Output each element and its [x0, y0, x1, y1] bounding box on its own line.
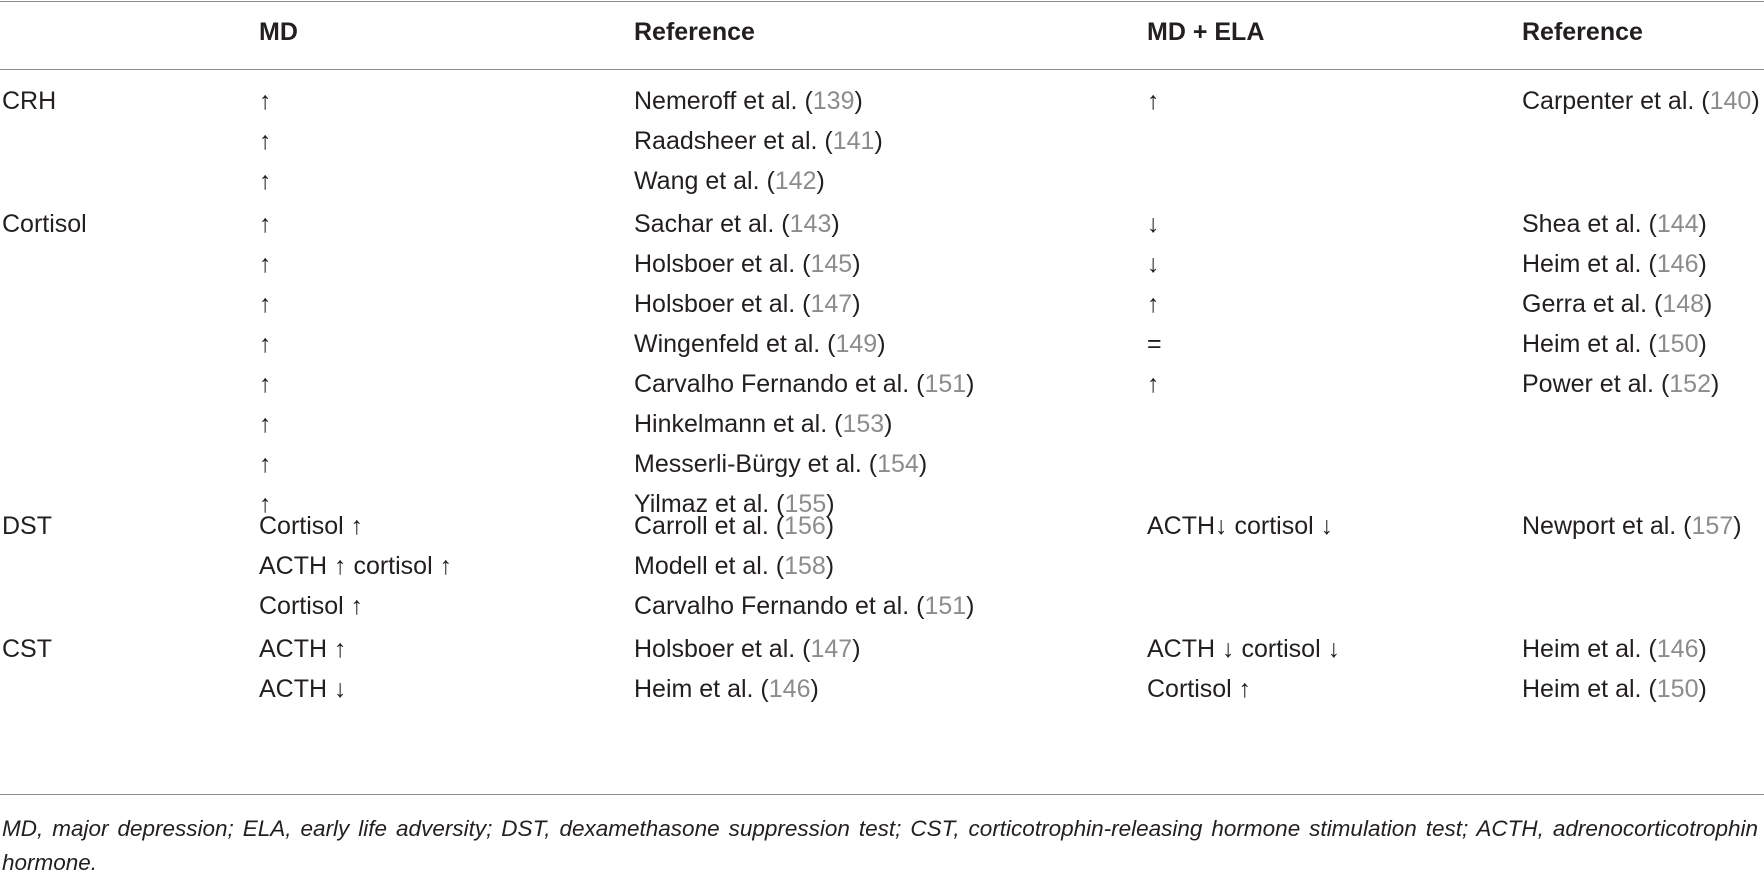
citation-author: Carvalho Fernando et al. ( [634, 592, 925, 620]
md-ela-reference-column [1522, 86, 1760, 126]
citation-close-paren: ) [1698, 635, 1707, 663]
md-cell: ↑ [259, 330, 272, 358]
md-ela-reference [1522, 329, 1719, 369]
md-ela-reference [1522, 674, 1707, 714]
citation-number-link[interactable]: 146 [1656, 635, 1699, 663]
md-ela-cell: ACTH↓ cortisol ↓ [1147, 512, 1334, 540]
citation-author: Hinkelmann et al. ( [634, 410, 843, 438]
md-reference [634, 86, 883, 126]
citation-number-link[interactable]: 150 [1656, 675, 1699, 703]
table-header-rule [0, 69, 1764, 70]
citation-close-paren: ) [1698, 675, 1707, 703]
md-cell-column [259, 634, 347, 714]
md-ela-reference [1522, 511, 1742, 551]
md-ela-cell: ↑ [1147, 87, 1160, 115]
citation-number-link[interactable]: 152 [1669, 370, 1711, 398]
md-ela-cell: ↑ [1147, 290, 1160, 318]
citation-author: Wang et al. ( [634, 167, 775, 195]
header-md: MD [259, 18, 298, 46]
md-reference-column [634, 634, 861, 714]
citation-number-link[interactable]: 141 [832, 127, 875, 155]
md-ela-cell: ↓ [1147, 210, 1160, 238]
md-cell-column [259, 511, 452, 631]
md-ela-cell-column [1147, 86, 1160, 126]
md-reference [634, 369, 974, 409]
citation-author: Messerli-Bürgy et al. ( [634, 450, 878, 478]
citation-author: Nemeroff et al. ( [634, 87, 813, 115]
citation-close-paren: ) [852, 290, 861, 318]
citation-author: Shea et al. ( [1522, 210, 1657, 238]
citation-author: Heim et al. ( [1522, 635, 1657, 663]
citation-number-link[interactable]: 143 [789, 210, 832, 238]
citation-author: Modell et al. ( [634, 552, 785, 580]
citation-close-paren: ) [1698, 210, 1707, 238]
md-reference [634, 551, 974, 591]
md-ela-reference [1522, 634, 1707, 674]
md-reference [634, 209, 974, 249]
table-bottom-rule [0, 794, 1764, 795]
citation-author: Yilmaz et al. ( [634, 490, 785, 518]
md-reference [634, 511, 974, 551]
citation-author: Sachar et al. ( [634, 210, 790, 238]
citation-close-paren: ) [1733, 512, 1742, 540]
md-reference [634, 409, 974, 449]
citation-close-paren: ) [825, 552, 835, 580]
citation-number-link[interactable]: 157 [1691, 512, 1734, 540]
row-group-label: CST [2, 635, 52, 663]
citation-author: Heim et al. ( [1522, 250, 1657, 278]
citation-author: Gerra et al. ( [1522, 290, 1663, 318]
md-cell: ↑ [259, 210, 272, 238]
citation-number-link[interactable]: 147 [810, 635, 853, 663]
md-cell: Cortisol ↑ [259, 592, 364, 620]
md-ela-cell-column [1147, 634, 1340, 714]
md-cell: ACTH ↓ [259, 675, 347, 703]
citation-close-paren: ) [966, 592, 975, 620]
md-ela-reference-column [1522, 634, 1707, 714]
header-md-reference: Reference [634, 18, 755, 46]
md-cell: ACTH ↑ [259, 635, 347, 663]
citation-number-link[interactable]: 151 [924, 592, 967, 620]
citation-number-link[interactable]: 142 [774, 167, 817, 195]
md-ela-reference [1522, 289, 1719, 329]
md-reference [634, 249, 974, 289]
md-reference-column [634, 86, 883, 206]
citation-close-paren: ) [877, 330, 886, 358]
citation-close-paren: ) [816, 167, 825, 195]
md-ela-cell: ↓ [1147, 250, 1160, 278]
md-reference [634, 449, 974, 489]
citation-author: Raadsheer et al. ( [634, 127, 833, 155]
md-reference [634, 329, 974, 369]
citation-author: Wingenfeld et al. ( [634, 330, 836, 358]
citation-number-link[interactable]: 139 [812, 87, 855, 115]
citation-number-link[interactable]: 150 [1656, 330, 1699, 358]
citation-close-paren: ) [1751, 87, 1760, 115]
md-cell-column [259, 86, 272, 206]
md-ela-reference-column [1522, 511, 1742, 551]
citation-author: Heim et al. ( [1522, 675, 1657, 703]
citation-close-paren: ) [918, 450, 928, 478]
citation-number-link[interactable]: 146 [768, 675, 811, 703]
citation-close-paren: ) [1704, 290, 1713, 318]
citation-number-link[interactable]: 149 [835, 330, 878, 358]
citation-close-paren: ) [966, 370, 975, 398]
md-reference [634, 166, 883, 206]
md-cell: Cortisol ↑ [259, 512, 364, 540]
md-cell: ↑ [259, 127, 272, 155]
md-cell: ↑ [259, 410, 272, 438]
citation-close-paren: ) [825, 512, 835, 540]
citation-number-link[interactable]: 148 [1662, 290, 1705, 318]
citation-number-link[interactable]: 155 [784, 490, 827, 518]
citation-close-paren: ) [884, 410, 893, 438]
md-cell: ↑ [259, 370, 272, 398]
citation-close-paren: ) [810, 675, 819, 703]
citation-author: Holsboer et al. ( [634, 250, 811, 278]
citation-author: Holsboer et al. ( [634, 635, 811, 663]
citation-author: Power et al. ( [1522, 370, 1670, 398]
table-footnote: MD, major depression; ELA, early life adversity; DST, dexamethasone suppression test; CST, corticotrophin-releasing hormone stimulation test; ACTH, adrenocorticotrophin hormone. [2, 816, 1758, 875]
citation-close-paren: ) [874, 127, 883, 155]
citation-close-paren: ) [852, 635, 861, 663]
citation-number-link[interactable]: 154 [877, 450, 919, 478]
md-cell: ↑ [259, 167, 272, 195]
md-ela-cell-column [1147, 209, 1162, 409]
header-md-ela-reference: Reference [1522, 18, 1643, 46]
md-reference [634, 674, 861, 714]
row-group-label: Cortisol [2, 210, 87, 238]
citation-close-paren: ) [826, 490, 835, 518]
row-group-label: DST [2, 512, 52, 540]
citation-number-link[interactable]: 146 [1656, 250, 1699, 278]
citation-close-paren: ) [854, 87, 863, 115]
md-reference [634, 591, 974, 631]
md-cell: ↑ [259, 290, 272, 318]
md-ela-cell: Cortisol ↑ [1147, 675, 1252, 703]
citation-author: Newport et al. ( [1522, 512, 1692, 540]
citation-close-paren: ) [1698, 330, 1707, 358]
citation-close-paren: ) [1711, 370, 1720, 398]
citation-author: Carpenter et al. ( [1522, 87, 1710, 115]
md-ela-cell: = [1147, 330, 1162, 358]
citation-number-link[interactable]: 147 [810, 290, 853, 318]
md-cell: ↑ [259, 490, 272, 518]
citation-number-link[interactable]: 145 [810, 250, 853, 278]
md-cell: ↑ [259, 450, 272, 478]
citation-author: Holsboer et al. ( [634, 290, 811, 318]
citation-author: Heim et al. ( [634, 675, 769, 703]
citation-author: Carvalho Fernando et al. ( [634, 370, 925, 398]
table-top-rule [0, 1, 1764, 2]
citation-author: Heim et al. ( [1522, 330, 1657, 358]
md-ela-reference-column [1522, 209, 1719, 409]
md-cell: ACTH ↑ cortisol ↑ [259, 552, 453, 580]
row-group-label: CRH [2, 87, 57, 115]
md-ela-reference [1522, 86, 1760, 126]
citation-number-link[interactable]: 151 [924, 370, 967, 398]
md-ela-cell-column [1147, 511, 1333, 551]
md-reference-column [634, 209, 974, 529]
md-ela-cell: ACTH ↓ cortisol ↓ [1147, 635, 1341, 663]
header-md-ela: MD + ELA [1147, 18, 1265, 46]
md-ela-reference [1522, 369, 1719, 409]
md-reference [634, 289, 974, 329]
citation-number-link[interactable]: 140 [1709, 87, 1752, 115]
md-cell: ↑ [259, 87, 272, 115]
md-ela-reference [1522, 209, 1719, 249]
md-ela-cell: ↑ [1147, 370, 1160, 398]
citation-author: Carroll et al. ( [634, 512, 785, 540]
md-ela-reference [1522, 249, 1719, 289]
citation-close-paren: ) [1698, 250, 1707, 278]
md-cell: ↑ [259, 250, 272, 278]
citation-number-link[interactable]: 153 [842, 410, 885, 438]
citation-close-paren: ) [852, 250, 861, 278]
citation-number-link[interactable]: 144 [1656, 210, 1699, 238]
md-reference [634, 634, 861, 674]
md-reference-column [634, 511, 974, 631]
citation-close-paren: ) [831, 210, 840, 238]
citation-number-link[interactable]: 156 [784, 512, 826, 540]
citation-number-link[interactable]: 158 [784, 552, 826, 580]
md-reference [634, 126, 883, 166]
md-cell-column [259, 209, 272, 529]
